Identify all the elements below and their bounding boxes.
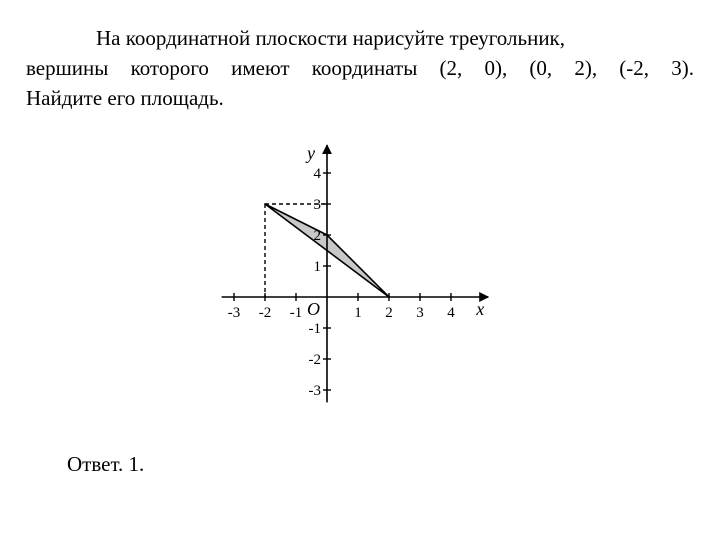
origin-label: O [307,299,320,319]
y-axis-label: y [307,143,315,164]
y-tick-label: 4 [313,166,321,182]
x-tick-label: 3 [416,305,424,321]
x-tick-label: -1 [289,305,303,321]
coordinate-plane-figure [215,140,500,405]
x-tick-label: -3 [227,305,241,321]
coordinate-plane [215,140,500,405]
y-tick-label: -2 [308,352,321,368]
problem-line-1: На координатной плоскости нарисуйте треугольник, [96,26,566,50]
y-tick-label: -1 [308,321,321,337]
problem-line-2: вершины которого имеют координаты (2, 0), (0, 2), (-2, 3). [26,56,694,80]
x-tick-label: -2 [258,305,272,321]
x-tick-label: 4 [447,305,455,321]
y-tick-label: 1 [313,259,321,275]
y-tick-label: 3 [313,197,321,213]
x-tick-label: 1 [354,305,362,321]
y-tick-label: -3 [308,383,321,399]
problem-line-3: Найдите его площадь. [26,86,224,110]
x-axis-label: x [476,299,485,319]
answer-text: Ответ. 1. [67,452,145,476]
x-tick-label: 2 [385,305,393,321]
problem-statement [26,23,694,113]
y-tick-label: 2 [313,228,321,244]
